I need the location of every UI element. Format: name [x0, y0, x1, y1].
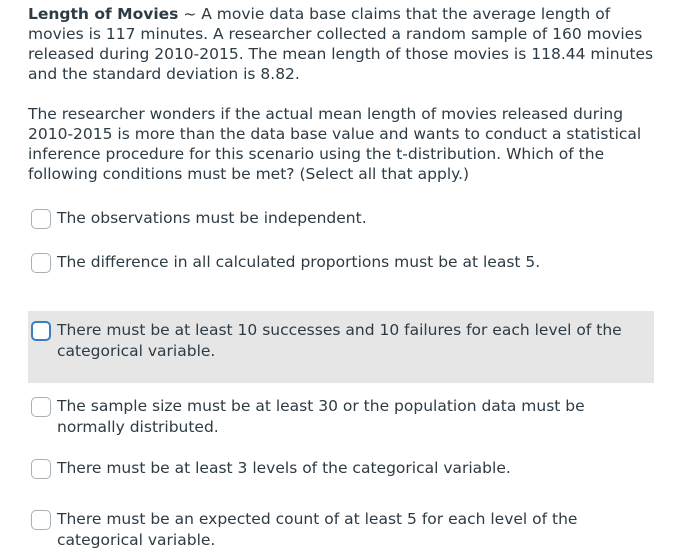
question-intro	[28, 4, 658, 84]
option-expected-count[interactable]	[28, 504, 654, 551]
checkbox[interactable]	[31, 459, 51, 479]
option-successes-failures[interactable]	[28, 311, 654, 383]
option-sample-size[interactable]	[28, 383, 654, 453]
question-prompt: The researcher wonders if the actual mean length of movies released during 2010-2015 is more than the data base value and wants to conduct a statistical inference procedure for this scenario using the t-distribution. Which of the following conditions must be met? (Select all that apply.)	[28, 105, 642, 183]
question-title: Length of Movies	[28, 5, 179, 23]
answer-options	[28, 208, 654, 551]
option-three-levels[interactable]	[28, 453, 654, 504]
intro-text: A movie data base claims that the average length of movies is 117 minutes. A researcher collected a random sample of 160 movies released during 2010-2015. The mean length of those movies is 118.44 minutes and the standard deviation is 8.82.	[28, 5, 654, 83]
option-label: There must be an expected count of at least 5 for each level of the categorical variable.	[57, 510, 578, 549]
option-label: The difference in all calculated proportions must be at least 5.	[57, 253, 541, 271]
checkbox[interactable]	[31, 510, 51, 530]
option-label: The observations must be independent.	[57, 209, 367, 227]
question-text	[28, 4, 658, 184]
checkbox[interactable]	[31, 253, 51, 273]
checkbox[interactable]	[31, 397, 51, 417]
option-label: There must be at least 10 successes and 10 failures for each level of the categorical variable.	[57, 321, 622, 360]
option-label: There must be at least 3 levels of the categorical variable.	[57, 459, 511, 477]
option-difference-proportions[interactable]	[28, 252, 654, 311]
option-independent[interactable]	[28, 208, 654, 252]
checkbox[interactable]	[31, 209, 51, 229]
title-separator: ~	[178, 5, 202, 23]
checkbox[interactable]	[31, 321, 51, 341]
option-label: The sample size must be at least 30 or the population data must be normally distributed.	[57, 397, 585, 436]
